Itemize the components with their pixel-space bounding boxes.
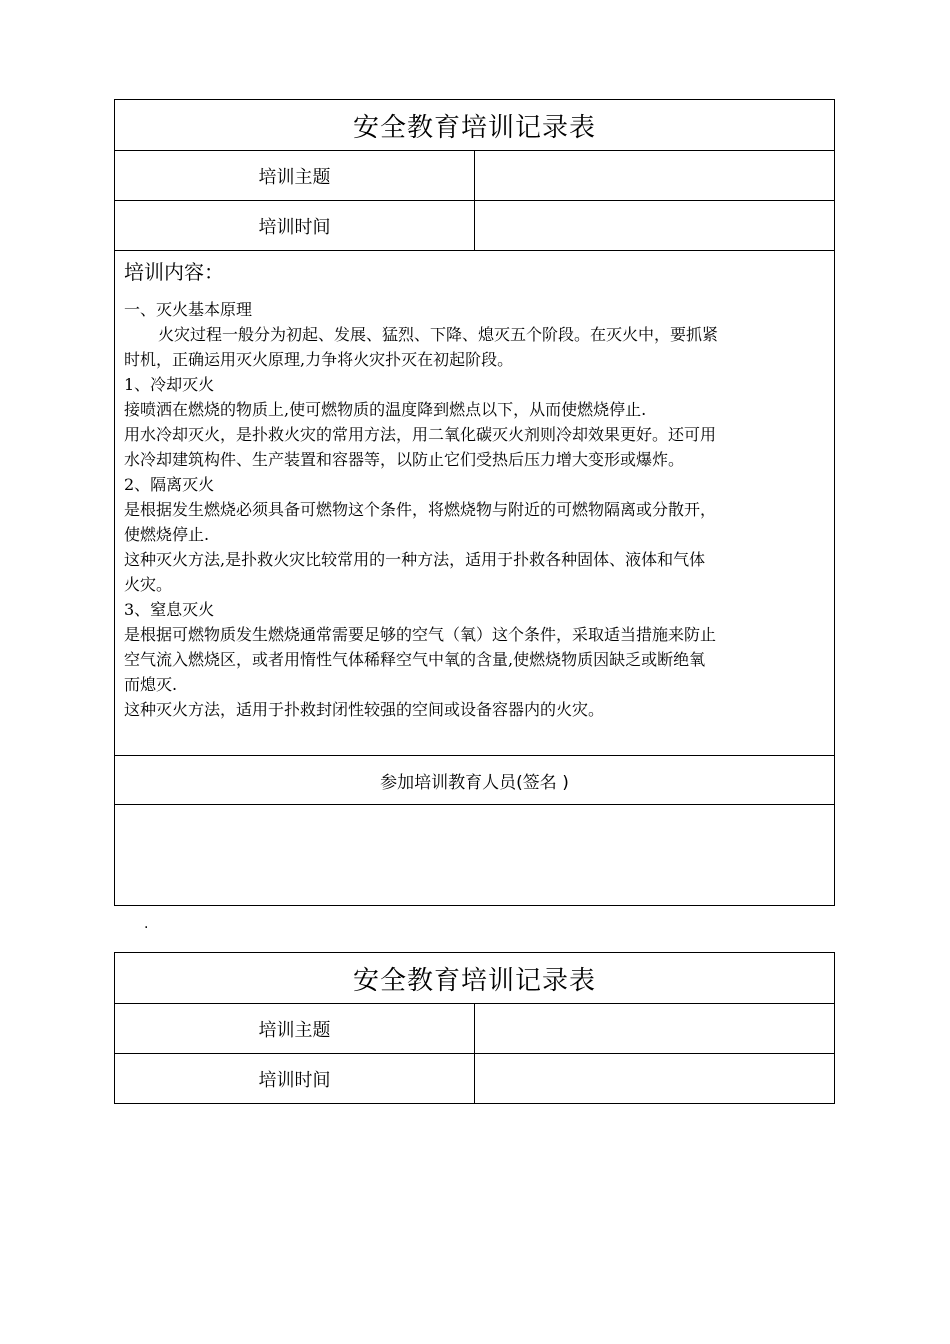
topic-label: 培训主题	[115, 1004, 475, 1054]
topic-label: 培训主题	[115, 151, 475, 201]
content-line: 一、灭火基本原理	[124, 300, 253, 319]
content-line: 是根据发生燃烧必须具备可燃物这个条件，将燃烧物与附近的可燃物隔离或分散开，	[124, 500, 717, 519]
content-line: 接喷洒在燃烧的物质上,使可燃物质的温度降到燃点以下，从而使燃烧停止.	[124, 400, 647, 419]
topic-field[interactable]	[475, 151, 835, 201]
training-content-section	[115, 251, 835, 756]
time-label: 培训时间	[115, 1054, 475, 1104]
content-line: 这种灭火方法，适用于扑救封闭性较强的空间或设备容器内的火灾。	[124, 700, 605, 719]
content-line: 3、窒息灭火	[124, 600, 215, 619]
form-title: 安全教育培训记录表	[115, 100, 835, 151]
content-line: 1、冷却灭火	[124, 375, 215, 394]
content-line: 这种灭火方法,是扑救火灾比较常用的一种方法，适用于扑救各种固体、液体和气体	[124, 550, 706, 569]
content-line: 用水冷却灭火，是扑救火灾的常用方法，用二氧化碳灭火剂则冷却效果更好。还可用	[124, 425, 717, 444]
signature-area[interactable]	[115, 805, 835, 906]
training-record-form-1	[114, 99, 835, 906]
content-line: 水冷却建筑构件、生产装置和容器等，以防止它们受热后压力增大变形或爆炸。	[124, 450, 685, 469]
topic-field[interactable]	[475, 1004, 835, 1054]
content-heading: 培训内容：	[124, 260, 224, 284]
content-line: 使燃烧停止.	[124, 525, 210, 544]
content-line: 空气流入燃烧区，或者用惰性气体稀释空气中氧的含量,使燃烧物质因缺乏或断绝氧	[124, 650, 706, 669]
time-field[interactable]	[475, 1054, 835, 1104]
content-line: 是根据可燃物质发生燃烧通常需要足够的空气（氧）这个条件，采取适当措施来防止	[124, 625, 717, 644]
separator-dot: .	[144, 916, 149, 932]
content-line: 2、隔离灭火	[124, 475, 215, 494]
time-label: 培训时间	[115, 201, 475, 251]
time-field[interactable]	[475, 201, 835, 251]
content-line: 火灾。	[124, 575, 173, 594]
content-line: 时机，正确运用灭火原理,力争将火灾扑灭在初起阶段。	[124, 350, 514, 369]
training-record-form-2	[114, 952, 835, 1104]
form-title: 安全教育培训记录表	[115, 953, 835, 1004]
content-line: 火灾过程一般分为初起、发展、猛烈、下降、熄灭五个阶段。在灭火中，要抓紧	[158, 325, 719, 344]
attendees-label: 参加培训教育人员(签名 )	[115, 756, 835, 805]
content-line: 而熄灭.	[124, 675, 178, 694]
